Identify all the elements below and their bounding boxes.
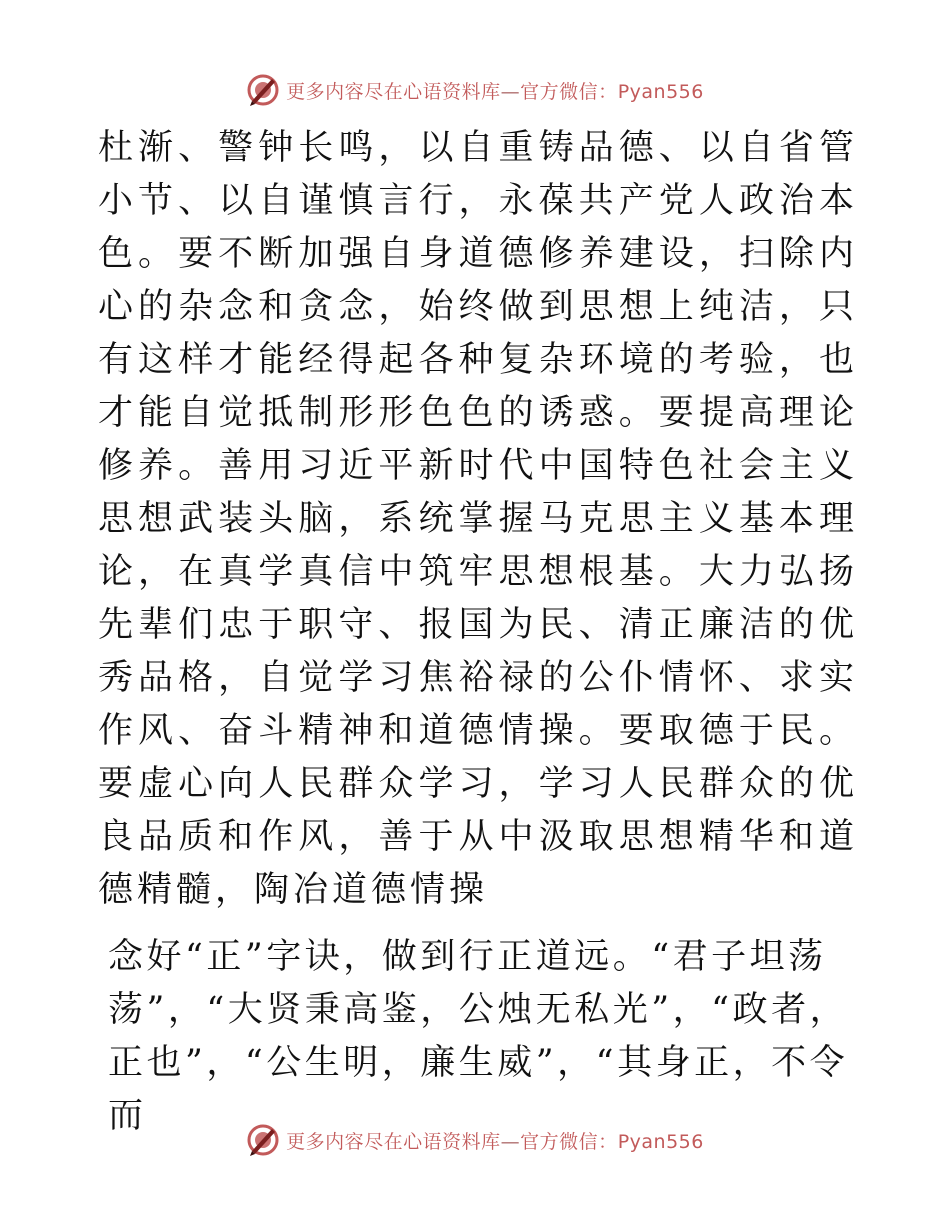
header-brand: 更多内容尽在心语资料库: [286, 80, 501, 103]
header-text: [286, 77, 704, 104]
header-banner: [0, 70, 950, 110]
footer-text: [286, 1127, 704, 1154]
footer-separator: —: [500, 1130, 521, 1153]
header-wechat-label: 官方微信：: [520, 80, 618, 103]
writing-pen-logo-icon: [246, 73, 280, 107]
body-paragraph-2: 念好“正”字诀，做到行正道远。“君子坦荡荡”，“大贤秉高鉴，公烛无私光”，“政者，正也”，“公生明，廉生威”，“其身正，不令而: [108, 937, 849, 1136]
body-paragraph-1: 杜渐、警钟长鸣，以自重铸品德、以自省管小节、以自谨慎言行，永葆共产党人政治本色。要不断加强自身道德修养建设，扫除内心的杂念和贪念，始终做到思想上纯洁，只有这样才能经得起各种复杂环境的考验，也才能自觉抵制形形色色的诱惑。要提高理论修养。善用习近平新时代中国特色社会主义思想武装头脑，系统掌握马克思主义基本理论，在真学真信中筑牢思想根基。大力弘扬先辈们忠于职守、报国为民、清正廉洁的优秀品格，自觉学习焦裕禄的公仆情怀、求实作风、奋斗精神和道德情操。要取德于民。要虚心向人民群众学习，学习人民群众的优良品质和作风，善于从中汲取思想精华和道德精髓，陶冶道德情操: [98, 128, 858, 910]
document-body: [98, 122, 858, 1143]
writing-pen-logo-icon: [246, 1123, 280, 1157]
footer-wechat-label: 官方微信：: [520, 1130, 618, 1153]
header-separator: —: [500, 80, 521, 103]
footer-wechat-id: Pyan556: [617, 1130, 704, 1153]
footer-banner: [0, 1120, 950, 1160]
header-wechat-id: Pyan556: [617, 80, 704, 103]
footer-brand: 更多内容尽在心语资料库: [286, 1130, 501, 1153]
